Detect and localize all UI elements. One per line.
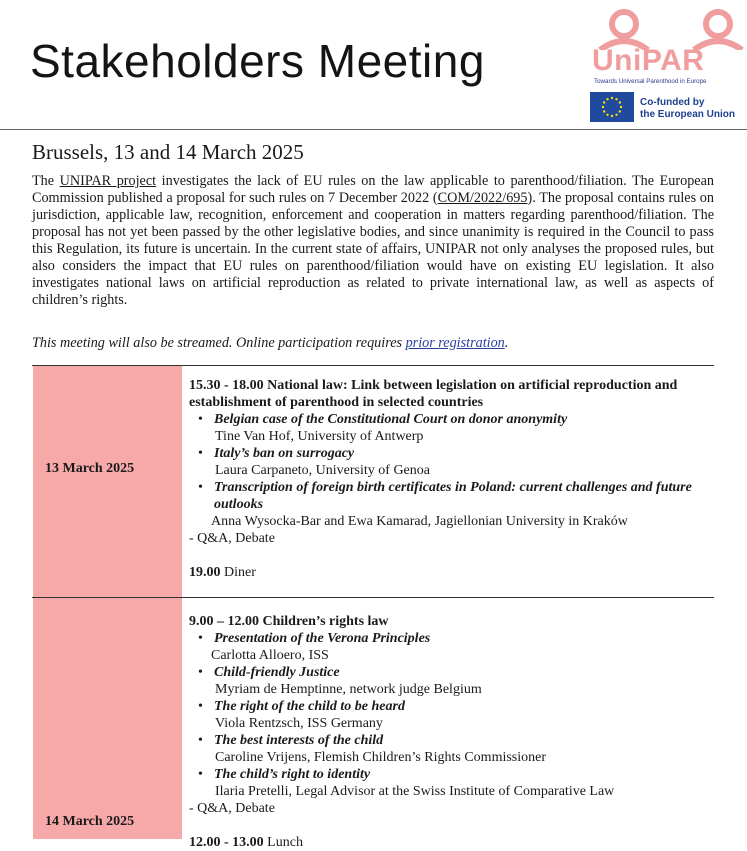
speaker: Carlotta Alloero, ISS xyxy=(211,648,329,663)
list-item: • Presentation of the Verona Principles xyxy=(198,631,431,646)
list-item: • Transcription of foreign birth certificates in Poland: current challenges and future outlooks xyxy=(198,480,692,512)
session-title: 9.00 – 12.00 Children’s rights law xyxy=(189,614,389,629)
list-item: • The child’s right to identity xyxy=(198,767,371,782)
list-item: • Child-friendly Justice xyxy=(198,665,340,680)
list-item: • The best interests of the child xyxy=(198,733,384,748)
speaker: Tine Van Hof, University of Antwerp xyxy=(215,429,424,444)
list-item: • Belgian case of the Constitutional Court on donor anonymity xyxy=(198,412,568,427)
list-item: • Italy’s ban on surrogacy xyxy=(198,446,355,461)
logo-tagline: Towards Universal Parenthood in Europe xyxy=(594,78,707,85)
meeting-subtitle: Brussels, 13 and 14 March 2025 xyxy=(32,140,304,164)
list-item: • The right of the child to be heard xyxy=(198,699,405,714)
speaker: Myriam de Hemptinne, network judge Belgium xyxy=(215,682,482,697)
unipar-logo xyxy=(586,4,746,128)
day-cell-14-march xyxy=(33,598,182,839)
qa-debate: - Q&A, Debate xyxy=(189,801,275,816)
day-label-14-march: 14 March 2025 xyxy=(45,814,135,829)
day-cell-13-march xyxy=(33,366,182,597)
speaker: Ilaria Pretelli, Legal Advisor at the Swiss Institute of Comparative Law xyxy=(215,784,615,799)
lunch-line: 12.00 - 13.00 Lunch xyxy=(189,835,303,850)
registration-link[interactable]: prior registration xyxy=(405,335,505,351)
bullet-icon: • xyxy=(198,665,203,680)
stream-notice: This meeting will also be streamed. Online participation requires prior registration. xyxy=(32,335,509,351)
unipar-project-link[interactable]: UNIPAR project xyxy=(59,173,157,189)
speaker: Anna Wysocka-Bar and Ewa Kamarad, Jagiellonian University in Kraków xyxy=(211,514,628,529)
speaker: Laura Carpaneto, University of Genoa xyxy=(215,463,430,478)
intro-paragraph: The UNIPAR project investigates the lack of EU rules on the law applicable to parenthood/filiation. The European Commission published a proposal for such rules on 7 December 2022 (COM/2022/695). The proposal contains rules on jurisdiction, applicable law, recognition, enforcement and cooperation in matters regarding parenthood/filiation. The proposal has not yet been passed by the other legislative bodies, and since unanimity is required in the Council to pass this Regulation, its future is uncertain. In the current state of affairs, UNIPAR not only analyses the proposed rules, but also considers the impact that EU rules on parenthood/filiation would have on existing EU legislation. It also investigates national laws on artificial reproduction as related to private international law, as well as aspects of children’s rights. xyxy=(32,173,714,308)
header-divider xyxy=(0,129,747,130)
bullet-icon: • xyxy=(198,446,203,461)
dinner-line: 19.00 Diner xyxy=(189,565,256,580)
bullet-icon: • xyxy=(198,412,203,427)
eu-flag-icon xyxy=(590,92,634,122)
session-day1 xyxy=(189,377,709,581)
bullet-icon: • xyxy=(198,699,203,714)
bullet-icon: • xyxy=(198,480,203,495)
qa-debate: - Q&A, Debate xyxy=(189,531,275,546)
com-proposal-link[interactable]: COM/2022/695 xyxy=(437,190,528,206)
speaker: Viola Rentzsch, ISS Germany xyxy=(215,716,383,731)
speaker: Caroline Vrijens, Flemish Children’s Rights Commissioner xyxy=(215,750,547,765)
bullet-icon: • xyxy=(198,631,203,646)
bullet-icon: • xyxy=(198,767,203,782)
bullet-icon: • xyxy=(198,733,203,748)
session-title: 15.30 - 18.00 National law: Link between legislation on artificial reproduction and establishment of parenthood in selected countries xyxy=(189,378,678,410)
session-day2 xyxy=(189,613,709,851)
logo-wordmark: UniPAR xyxy=(592,44,705,77)
day-label-13-march: 13 March 2025 xyxy=(45,461,135,476)
page-title: Stakeholders Meeting xyxy=(30,35,485,87)
eu-cofunded-text: Co-funded by the European Union xyxy=(640,97,735,120)
